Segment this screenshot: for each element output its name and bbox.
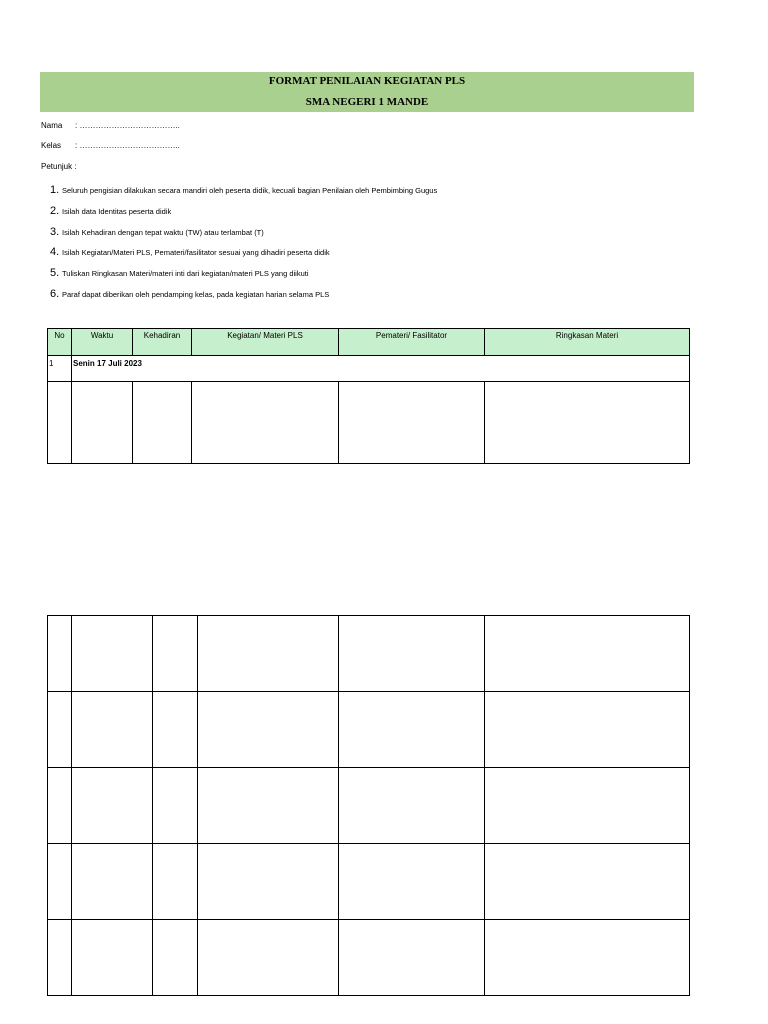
instruction-list (50, 180, 437, 305)
cell-kehadiran[interactable] (153, 844, 198, 920)
table-row (48, 382, 690, 464)
activity-table (47, 328, 690, 464)
cell-kehadiran[interactable] (153, 616, 198, 692)
cell-kegiatan[interactable] (198, 844, 339, 920)
cell-no[interactable] (48, 844, 72, 920)
cell-waktu[interactable] (72, 920, 153, 996)
row-number: 1 (48, 356, 72, 382)
table-row (48, 692, 690, 768)
instruction-number: 5. (50, 267, 60, 280)
school-name: SMA NEGERI 1 MANDE (305, 96, 429, 108)
instruction-text: Isilah Kegiatan/Materi PLS, Pemateri/fasilitator sesuai yang dihadiri peserta didik (62, 248, 330, 258)
cell-ringkasan[interactable] (485, 616, 690, 692)
instruction-item (50, 242, 437, 263)
column-header-pemateri: Pemateri/ Fasilitator (339, 329, 485, 356)
cell-ringkasan[interactable] (485, 844, 690, 920)
cell-waktu[interactable] (72, 692, 153, 768)
cell-kehadiran[interactable] (153, 692, 198, 768)
date-row (48, 356, 690, 382)
instruction-item (50, 284, 437, 305)
cell-pemateri[interactable] (339, 844, 485, 920)
instruction-item (50, 222, 437, 243)
instruction-number: 1. (50, 184, 60, 196)
cell-ringkasan[interactable] (485, 692, 690, 768)
table-header-row (48, 329, 690, 356)
instruction-item (50, 180, 437, 201)
cell-pemateri[interactable] (339, 616, 485, 692)
instruction-text: Paraf dapat diberikan oleh pendamping kelas, pada kegiatan harian selama PLS (62, 289, 330, 299)
cell-no[interactable] (48, 920, 72, 996)
table-row (48, 768, 690, 844)
cell-waktu[interactable] (72, 844, 153, 920)
cell-kehadiran[interactable] (153, 768, 198, 844)
petunjuk-label: Petunjuk : (41, 162, 77, 171)
cell-no[interactable] (48, 692, 72, 768)
cell-kegiatan[interactable] (198, 692, 339, 768)
kelas-label: Kelas (41, 141, 62, 150)
nama-field[interactable] (41, 121, 180, 130)
instruction-number: 6. (50, 287, 60, 300)
cell-kegiatan[interactable] (198, 616, 339, 692)
instruction-text: Isilah Kehadiran dengan tepat waktu (TW) atau terlambat (T) (62, 227, 264, 237)
instruction-text: Isilah data Identitas peserta didik (62, 206, 172, 216)
nama-value[interactable]: : ……………………………….. (75, 121, 180, 130)
instruction-number: 3. (50, 225, 60, 238)
cell-ringkasan[interactable] (485, 768, 690, 844)
cell-pemateri[interactable] (339, 920, 485, 996)
nama-label: Nama (41, 121, 63, 130)
column-header-waktu: Waktu (72, 329, 133, 356)
table-row (48, 920, 690, 996)
form-title: FORMAT PENILAIAN KEGIATAN PLS (268, 75, 466, 87)
instruction-text: Tuliskan Ringkasan Materi/materi inti dari kegiatan/materi PLS yang diikuti (62, 269, 309, 279)
cell-kegiatan[interactable] (198, 920, 339, 996)
column-header-ringkasan: Ringkasan Materi (485, 329, 690, 356)
cell-pemateri[interactable] (339, 382, 485, 464)
cell-kehadiran[interactable] (133, 382, 192, 464)
column-header-no: No (48, 329, 72, 356)
cell-kegiatan[interactable] (192, 382, 339, 464)
form-title-banner (40, 72, 694, 112)
cell-waktu[interactable] (72, 616, 153, 692)
table-row (48, 844, 690, 920)
cell-waktu[interactable] (72, 382, 133, 464)
instruction-item (50, 201, 437, 222)
cell-waktu[interactable] (72, 768, 153, 844)
instruction-item (50, 263, 437, 284)
cell-kegiatan[interactable] (198, 768, 339, 844)
cell-no[interactable] (48, 616, 72, 692)
continuation-table (47, 615, 690, 996)
cell-ringkasan[interactable] (485, 382, 690, 464)
row-date: Senin 17 Juli 2023 (72, 356, 690, 382)
table-row (48, 616, 690, 692)
cell-kehadiran[interactable] (153, 920, 198, 996)
cell-pemateri[interactable] (339, 768, 485, 844)
cell-no[interactable] (48, 382, 72, 464)
column-header-kegiatan: Kegiatan/ Materi PLS (192, 329, 339, 356)
instruction-text: Seluruh pengisian dilakukan secara mandiri oleh peserta didik, kecuali bagian Penilaian oleh Pembimbing Gugus (62, 186, 438, 195)
column-header-kehadiran: Kehadiran (133, 329, 192, 356)
instruction-number: 2. (50, 204, 60, 217)
instruction-number: 4. (50, 246, 60, 259)
cell-pemateri[interactable] (339, 692, 485, 768)
cell-ringkasan[interactable] (485, 920, 690, 996)
kelas-value[interactable]: : ……………………………….. (75, 141, 180, 150)
cell-no[interactable] (48, 768, 72, 844)
kelas-field[interactable] (41, 141, 180, 150)
